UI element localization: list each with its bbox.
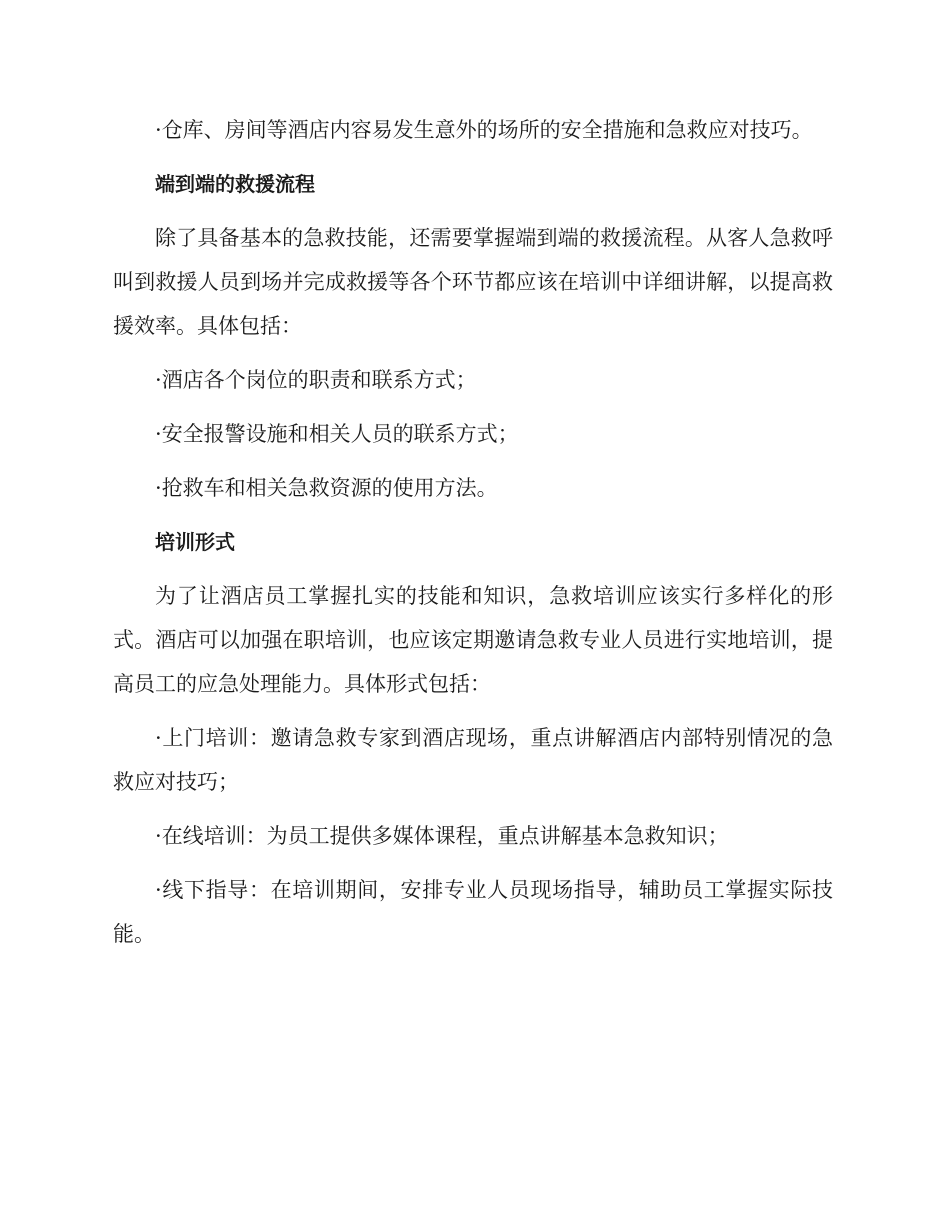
paragraph-rescue-process: 除了具备基本的急救技能，还需要掌握端到端的救援流程。从客人急救呼叫到救援人员到场并完成救援等各个环节都应该在培训中详细讲解，以提高救援效率。具体包括：: [113, 226, 833, 338]
bullet-warehouse-room-safety: [113, 108, 833, 152]
bullet-marker: ·: [155, 368, 162, 392]
bullet-text: 抢救车和相关急救资源的使用方法。: [161, 476, 498, 500]
bullet-text: 酒店各个岗位的职责和联系方式；: [161, 368, 477, 392]
paragraph-training-format: 为了让酒店员工掌握扎实的技能和知识，急救培训应该实行多样化的形式。酒店可以加强在职培训，也应该定期邀请急救专业人员进行实地培训，提高员工的应急处理能力。具体形式包括：: [113, 584, 833, 696]
bullet-job-duties-contacts: [113, 358, 833, 402]
bullet-text: 仓库、房间等酒店内容易发生意外的场所的安全措施和急救应对技巧。: [161, 118, 813, 142]
bullet-onsite-training: [113, 716, 833, 804]
heading-training-format: 培训形式: [155, 530, 235, 554]
bullet-text: 在线培训：为员工提供多媒体课程，重点讲解基本急救知识；: [161, 824, 729, 848]
bullet-text: 上门培训：邀请急救专家到酒店现场，重点讲解酒店内部特别情况的急救应对技巧；: [113, 726, 833, 794]
bullet-offline-guidance: [113, 868, 833, 956]
bullet-marker: ·: [155, 118, 162, 142]
bullet-alarm-facilities: [113, 412, 833, 456]
bullet-text: 安全报警设施和相关人员的联系方式；: [161, 422, 519, 446]
bullet-marker: ·: [155, 422, 162, 446]
bullet-ambulance-resources: [113, 466, 833, 510]
bullet-marker: ·: [155, 878, 162, 902]
bullet-marker: ·: [155, 824, 162, 848]
bullet-marker: ·: [155, 726, 162, 750]
bullet-online-training: [113, 814, 833, 858]
heading-rescue-process: 端到端的救援流程: [155, 172, 315, 196]
bullet-marker: ·: [155, 476, 162, 500]
bullet-text: 线下指导：在培训期间，安排专业人员现场指导，辅助员工掌握实际技能。: [113, 878, 833, 946]
document-body: [113, 108, 833, 966]
